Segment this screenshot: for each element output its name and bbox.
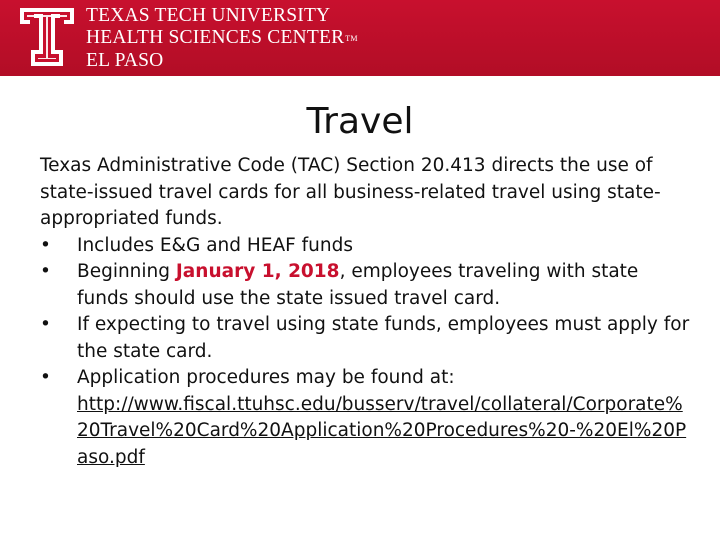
institution-line-3: EL PASO (86, 50, 164, 71)
trademark-mark: TM (345, 34, 358, 43)
bullet-marker: • (40, 261, 51, 282)
highlight-date: January 1, 2018 (175, 261, 340, 282)
institution-name (86, 5, 358, 72)
procedures-link[interactable]: http://www.fiscal.ttuhsc.edu/busserv/travel/collateral/Corporate%20Travel%20Card%20Application%20Procedures%20-%20El%20Paso.pdf (77, 393, 687, 468)
list-item (40, 312, 690, 365)
institution-line-2: HEALTH SCIENCES CENTERTM (86, 27, 358, 48)
slide-body (40, 153, 690, 471)
bullet-marker: • (40, 367, 51, 388)
double-t-logo-icon (18, 6, 76, 68)
institution-line-1: TEXAS TECH UNIVERSITY (86, 5, 331, 26)
slide-title: Travel (306, 101, 414, 142)
bullet-marker: • (40, 314, 51, 335)
bullet-text: Beginning (77, 261, 176, 282)
bullet-marker: • (40, 234, 51, 256)
bullet-text: , employees traveling with state funds should use the state issued travel card. (77, 261, 639, 309)
list-item (40, 365, 690, 471)
list-item (40, 259, 690, 312)
bullet-text: Application procedures may be found at: (77, 367, 455, 388)
bullet-text: Includes E&G and HEAF funds (77, 234, 354, 256)
intro-paragraph: Texas Administrative Code (TAC) Section 20.413 directs the use of state-issued travel cards for all business-related travel using state-appropriated funds. (40, 155, 661, 229)
header-banner (0, 0, 720, 76)
bullet-text: If expecting to travel using state funds, employees must apply for the state card. (77, 314, 690, 362)
bullet-list (40, 233, 690, 472)
list-item (40, 233, 690, 260)
